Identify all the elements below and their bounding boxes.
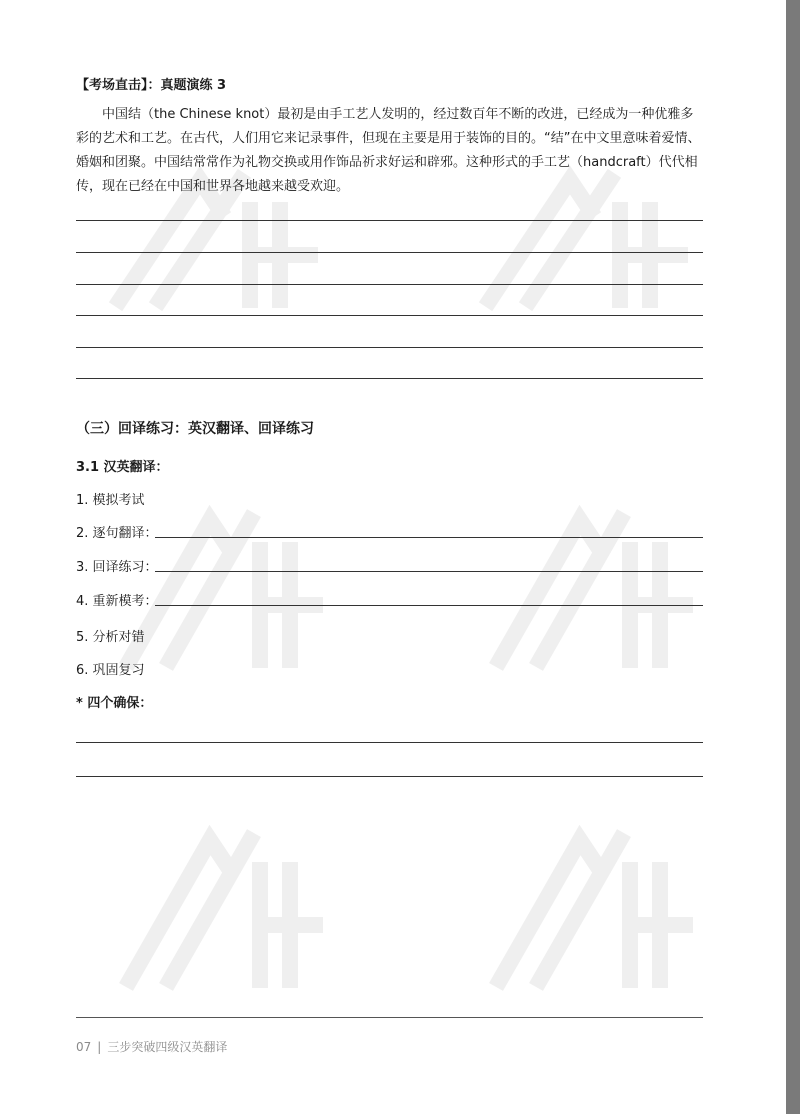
exam-heading: 【考场直击】：真题演练 3 [76, 78, 227, 93]
footer-divider [76, 1017, 703, 1018]
page-number: 07 [76, 1040, 92, 1054]
step-item: 4. 重新模考： [76, 594, 158, 609]
answer-line[interactable] [76, 284, 703, 285]
fill-in-line[interactable] [155, 605, 703, 606]
watermark-bottom-left [100, 800, 330, 1000]
fill-in-line[interactable] [155, 537, 703, 538]
watermark-middle-right [470, 480, 700, 680]
step-item: 5. 分析对错 [76, 630, 145, 645]
section-title: （三）回译练习：英汉翻译、回译练习 [76, 421, 314, 437]
step-item: 3. 回译练习： [76, 560, 158, 575]
sub-title: 3.1 汉英翻译： [76, 460, 169, 475]
watermark-bottom-right [470, 800, 700, 1000]
answer-line[interactable] [76, 220, 703, 221]
page-edge-bar [786, 0, 800, 1114]
answer-line[interactable] [76, 776, 703, 777]
answer-line[interactable] [76, 252, 703, 253]
passage-paragraph: 中国结（the Chinese knot）最初是由手工艺人发明的，经过数百年不断的改进，已经成为一种优雅多彩的艺术和工艺。在古代，人们用它来记录事件，但现在主要是用于装饰的目的。“结”在中文里意味着爱情、婚姻和团聚。中国结常常作为礼物交换或用作饰品祈求好运和辟邪。这种形式的手工艺（handcraft）代代相传，现在已经在中国和世界各地越来越受欢迎。 [76, 107, 701, 194]
footer-separator: | [97, 1040, 102, 1054]
ensure-title: * 四个确保： [76, 696, 153, 711]
page-footer [76, 1038, 227, 1055]
book-title: 三步突破四级汉英翻译 [107, 1040, 228, 1054]
step-item: 1. 模拟考试 [76, 493, 145, 508]
watermark-middle-left [100, 480, 330, 680]
fill-in-line[interactable] [155, 571, 703, 572]
answer-line[interactable] [76, 378, 703, 379]
answer-line[interactable] [76, 742, 703, 743]
step-item: 2. 逐句翻译： [76, 526, 158, 541]
step-item: 6. 巩固复习 [76, 663, 145, 678]
answer-line[interactable] [76, 347, 703, 348]
answer-line[interactable] [76, 315, 703, 316]
